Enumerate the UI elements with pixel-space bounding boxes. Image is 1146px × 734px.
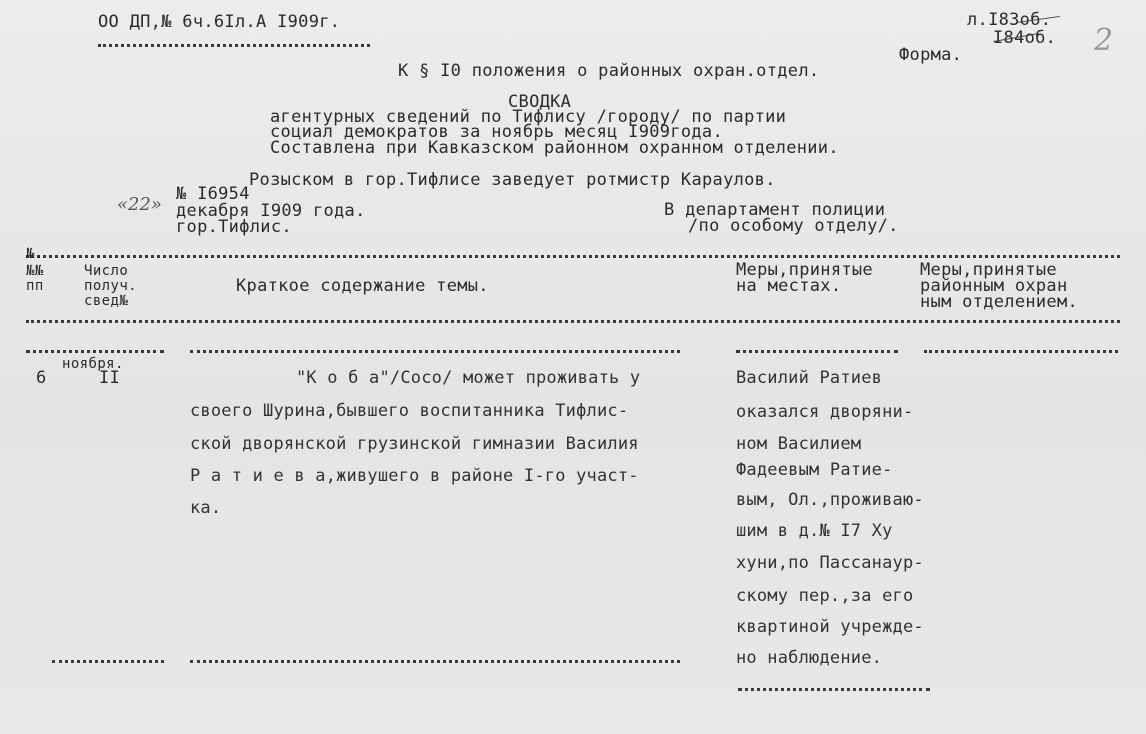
- table-top-dotted-rule: [26, 255, 1120, 258]
- measures-line: шим в д.№ I7 Ху: [736, 521, 893, 541]
- handwritten-day: «22»: [117, 194, 162, 215]
- table-header-district-measures: Меры,принятые районным охран ным отделением.: [920, 260, 1079, 312]
- table-header-dotted-rule: [26, 320, 1120, 323]
- table-header-row-number: №№ пп: [26, 263, 44, 294]
- summary-line: Р а т и е в а,живушего в районе I-го участ-: [190, 466, 639, 486]
- summary-line: ской дворянской грузинской гимназии Василия: [190, 434, 639, 454]
- table-header-local-measures: Меры,принятые на местах.: [736, 260, 873, 296]
- dispatch-place: гор.Тифлис.: [176, 217, 292, 237]
- measures-line: скому пер.,за его: [736, 586, 914, 606]
- title-line-3: Составлена при Кавказском районном охранном отделении.: [270, 138, 839, 158]
- measures-line: ном Василием: [736, 434, 862, 454]
- summary-line: "К о б а"/Сосо/ может проживать у: [296, 368, 641, 388]
- addressee-line-1: В департамент полиции: [664, 200, 886, 220]
- document-title: СВОДКА: [508, 92, 572, 112]
- title-line-2: социал демократов за ноябрь месяц I909года.: [270, 122, 723, 142]
- pencil-page-number: 2: [1094, 23, 1114, 58]
- dispatch-date: декабря I909 года.: [176, 201, 366, 221]
- column-separator-rule: [736, 350, 898, 353]
- regulation-line: К § I0 положения о районных охран.отдел.: [398, 61, 820, 81]
- row-number: 6: [36, 368, 47, 388]
- closing-dotted-rule: [738, 688, 930, 691]
- dispatch-day: 22: [128, 194, 151, 215]
- sheet-number-1: л.I83об.: [967, 10, 1052, 30]
- row-day: II: [99, 368, 121, 388]
- column-separator-rule: [26, 350, 164, 353]
- column-separator-rule: [924, 350, 1118, 353]
- closing-dotted-rule: [190, 660, 680, 663]
- table-header-number-mark: №.: [26, 246, 44, 262]
- sheet-number-2: I84об.: [993, 28, 1057, 48]
- measures-line: Фадеевым Ратие-: [736, 460, 893, 480]
- summary-line: своего Шурина,бывшего воспитанника Тифлис-: [190, 401, 629, 421]
- table-header-date: Число получ. свед№: [84, 263, 137, 309]
- row-month: ноября.: [62, 356, 124, 372]
- title-line-1: агентурных сведений по Тифлису /городу/ по партии: [270, 107, 787, 127]
- column-separator-rule: [190, 350, 680, 353]
- measures-line: но наблюдение.: [736, 648, 883, 668]
- measures-line: квартиной учрежде-: [736, 617, 924, 637]
- closing-dotted-rule: [52, 660, 164, 663]
- measures-line: оказался дворяни-: [736, 402, 914, 422]
- form-label: Форма.: [899, 45, 963, 65]
- measures-line: хуни,по Пассанаур-: [736, 553, 924, 573]
- archive-reference: ОО ДП,№ 6ч.6Iл.А I909г.: [98, 12, 341, 32]
- summary-line: ка.: [190, 498, 222, 518]
- addressee-line-2: /по особому отделу/.: [688, 216, 899, 236]
- table-header-summary: Краткое содержание темы.: [236, 276, 489, 296]
- header-dotted-rule: [98, 44, 370, 47]
- dispatch-number: № I6954: [176, 184, 250, 204]
- search-line: Розыском в гор.Тифлисе заведует ротмистр Караулов.: [249, 170, 776, 190]
- measures-line: вым, Ол.,проживаю-: [736, 490, 924, 510]
- measures-line: Василий Ратиев: [736, 368, 883, 388]
